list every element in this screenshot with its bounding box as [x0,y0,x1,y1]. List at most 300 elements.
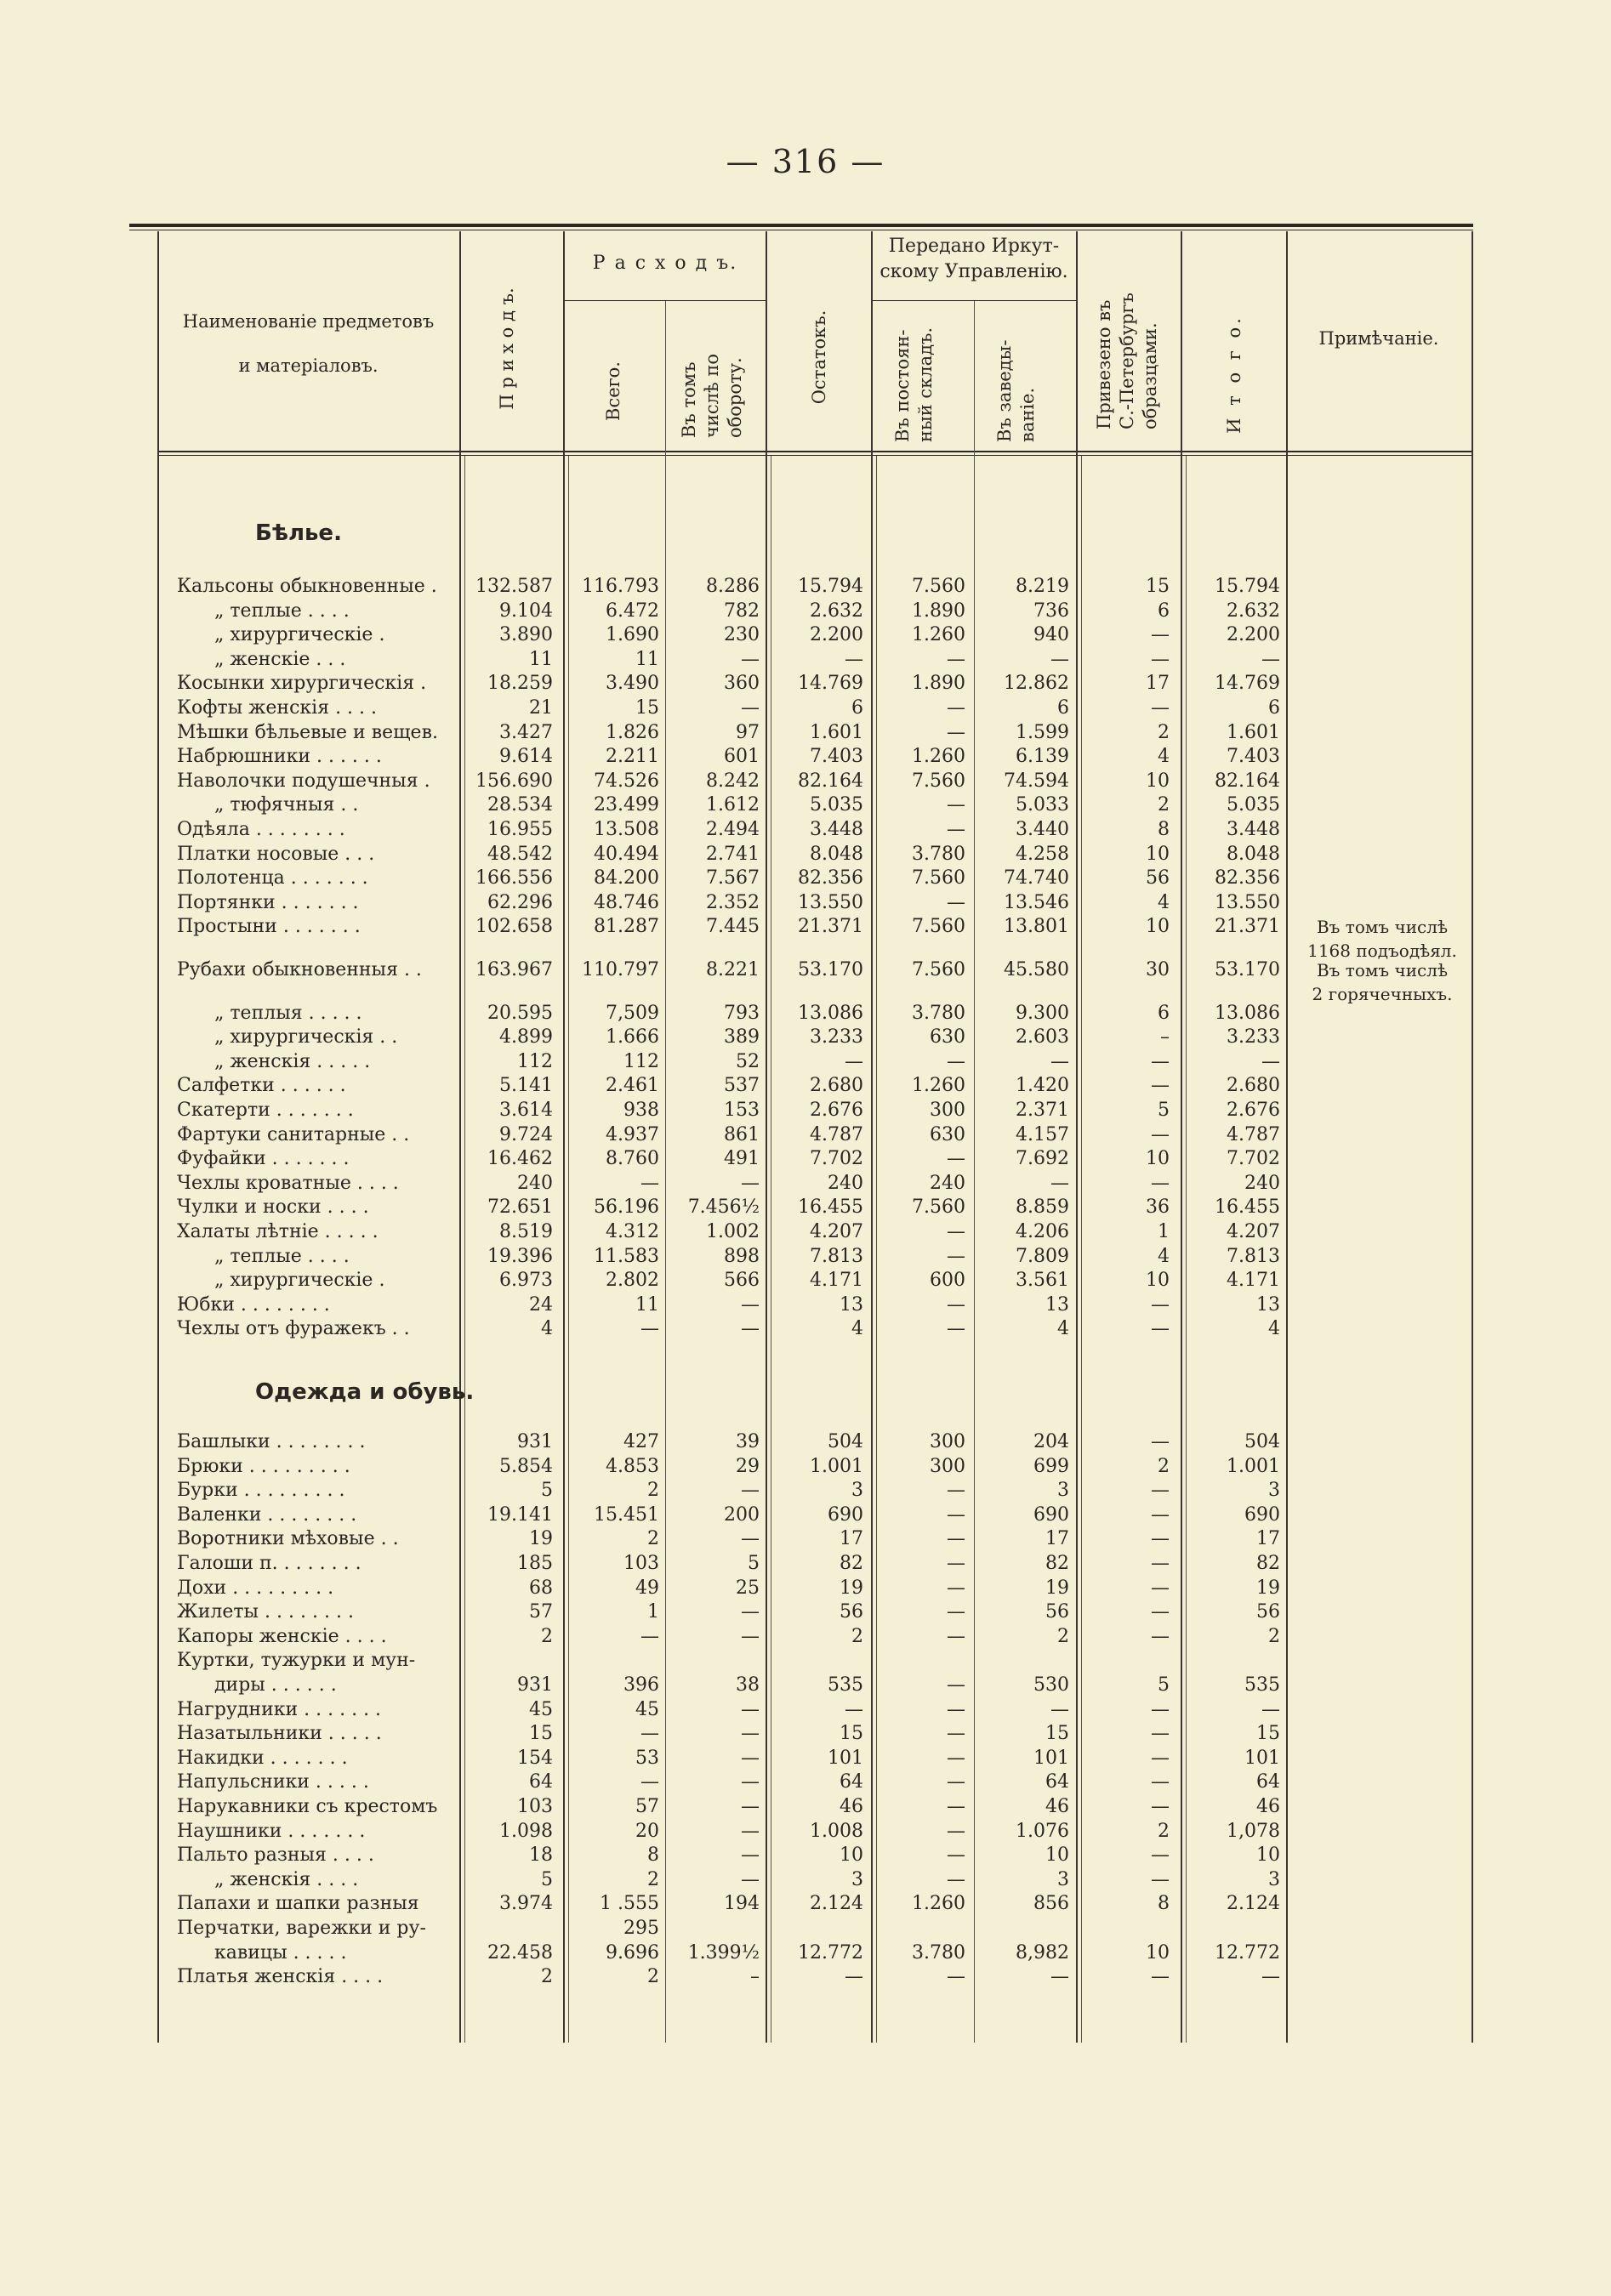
cell-zav: 6 [1057,697,1069,719]
cell-spb: — [1151,1293,1170,1316]
cell-post: 3.780 [912,843,965,865]
cell-vsego: — [640,1771,659,1793]
cell-ost: 240 [828,1172,863,1194]
cell-itogo: — [1261,1698,1280,1720]
cell-vsego: 8.760 [606,1148,659,1170]
table-row [0,1941,1611,1965]
cell-post: — [947,1698,965,1720]
cell-vsego: 13.508 [594,819,659,840]
cell-ost: 2.200 [810,624,863,646]
cell-spb: — [1151,697,1170,719]
cell-post: 240 [930,1172,965,1194]
table-row [0,1820,1611,1844]
table-row [0,1649,1611,1673]
header-ostatok: Остатокъ. [809,310,829,405]
cell-vsego: 4.937 [606,1123,659,1145]
cell-vtom: 7.567 [706,867,760,889]
cell-zav: 856 [1033,1893,1069,1915]
cell-itogo: 4 [1268,1318,1280,1340]
cell-ost: 2.680 [810,1075,863,1097]
cell-zav: 3.440 [1016,819,1069,840]
cell-prihod: 64 [529,1771,553,1793]
cell-zav: 4.206 [1016,1221,1069,1242]
cell-post: — [947,819,965,840]
cell-spb: 4 [1158,1245,1170,1267]
table-row [0,745,1611,769]
cell-itogo: 12.772 [1215,1941,1280,1964]
item-name: „ хирургическіе . [214,624,385,646]
cell-zav: 8.219 [1016,576,1069,597]
cell-post: 630 [930,1026,965,1049]
cell-prihod: 5.854 [499,1455,553,1477]
item-name: Папахи и шапки разныя [177,1893,419,1915]
page-number: — 316 — [726,143,885,180]
cell-prihod: 28.534 [487,794,553,816]
cell-prihod: 9.614 [499,746,553,768]
cell-vsego: 2 [647,1480,659,1502]
cell-zav: 2.371 [1016,1100,1069,1121]
cell-vtom: — [741,1528,760,1550]
table-row [0,1220,1611,1244]
item-name: „ женскіе . . . [214,648,346,670]
cell-vtom: 898 [724,1245,760,1267]
cell-ost: 10 [840,1844,863,1867]
cell-post: — [947,1796,965,1817]
cell-zav: 3.561 [1016,1270,1069,1292]
cell-ost: — [845,1966,863,1988]
table-row [0,600,1611,623]
cell-vsego: — [640,1723,659,1745]
cell-zav: 82 [1045,1553,1069,1574]
cell-itogo: 1.601 [1227,721,1280,743]
cell-itogo: 1,078 [1227,1820,1280,1842]
cell-post: — [947,1723,965,1745]
item-name: Одѣяла . . . . . . . . [177,819,345,840]
cell-post: — [947,1771,965,1793]
table-row [0,867,1611,890]
cell-vsego: 23.499 [594,794,659,816]
cell-spb: — [1151,1771,1170,1793]
header-privezeno: Привезено въ С.-Петербургъ образцами. [1094,293,1160,429]
table-row [0,623,1611,647]
cell-vsego: 112 [623,1050,659,1072]
cell-itogo: 56 [1256,1601,1280,1623]
cell-prihod: 240 [517,1172,553,1194]
cell-post: 3.780 [912,1002,965,1024]
cell-vsego: 1 .555 [600,1893,659,1915]
cell-ost: 3.448 [810,819,863,840]
cell-post: 7.560 [912,867,965,889]
cell-vtom: 194 [724,1893,760,1915]
cell-vtom: 97 [736,721,760,743]
cell-vsego: 8 [647,1844,659,1867]
cell-ost: 7.813 [810,1245,863,1267]
cell-spb: 10 [1146,1148,1170,1170]
cell-prihod: 16.462 [487,1148,553,1170]
cell-prihod: 24 [529,1293,553,1316]
cell-zav: 2 [1057,1625,1069,1647]
cell-prihod: 2 [541,1966,553,1988]
cell-itogo: 82.356 [1215,867,1280,889]
cell-spb: 4 [1158,891,1170,913]
table-row [0,1674,1611,1697]
cell-vsego: 3.490 [606,673,659,695]
cell-vsego: 49 [635,1577,659,1599]
cell-vtom: — [741,1723,760,1745]
cell-spb: 10 [1146,843,1170,865]
header-bottom-rule [157,451,1473,452]
cell-itogo: 690 [1244,1503,1280,1526]
cell-itogo: 13 [1256,1293,1280,1316]
cell-prihod: 48.542 [487,843,553,865]
cell-itogo: 46 [1256,1796,1280,1817]
cell-ost: 82 [840,1553,863,1574]
cell-prihod: 3.427 [499,721,553,743]
item-name: Напульсники . . . . . [177,1771,369,1793]
cell-vsego: 48.746 [594,891,659,913]
cell-vsego: 11 [635,1293,659,1316]
cell-vtom: — [741,1868,760,1890]
cell-prihod: 72.651 [487,1196,553,1219]
table-row [0,1002,1611,1026]
item-name: Воротники мѣховые . . [177,1528,399,1550]
cell-prihod: 6.973 [499,1270,553,1292]
cell-post: — [947,1844,965,1867]
cell-itogo: 19 [1256,1577,1280,1599]
item-name: „ тюфячныя . . [214,794,359,816]
cell-zav: — [1050,1050,1069,1072]
cell-post: 1.260 [912,624,965,646]
cell-post: 7.560 [912,959,965,980]
header-postoyan: Въ постоян- ный складъ. [892,327,936,442]
header-prihod: П р и х о д ъ. [497,287,517,410]
cell-zav: 12.862 [1004,673,1069,695]
cell-vsego: 1.690 [606,624,659,646]
item-name: Платья женскія . . . . [177,1966,384,1988]
cell-itogo: 21.371 [1215,916,1280,938]
cell-prihod: 4 [541,1318,553,1340]
cell-zav: 13 [1045,1293,1069,1316]
cell-post: 1.890 [912,673,965,695]
cell-post: — [947,1318,965,1340]
item-name: Полотенца . . . . . . . [177,867,368,889]
cell-zav: 940 [1033,624,1069,646]
table-row [0,1196,1611,1219]
cell-vtom: 782 [724,600,760,622]
table-row [0,1770,1611,1794]
item-name: Перчатки, варежки и ру- [177,1918,426,1939]
cell-itogo: 3 [1268,1868,1280,1890]
cell-itogo: 535 [1244,1674,1280,1696]
cell-vsego: 45 [635,1698,659,1720]
table-row [0,818,1611,842]
cell-spb: — [1151,1503,1170,1526]
cell-post: 1.260 [912,746,965,768]
cell-prihod: 11 [529,648,553,670]
cell-vtom: 39 [736,1431,760,1452]
cell-itogo: 240 [1244,1172,1280,1194]
cell-itogo: 3.448 [1227,819,1280,840]
cell-itogo: 7.813 [1227,1245,1280,1267]
cell-post: 300 [930,1455,965,1477]
item-name: „ теплые . . . . [214,1245,350,1267]
cell-vsego: 6.472 [606,600,659,622]
cell-post: 1.260 [912,1075,965,1097]
header-itogo: И т о г о. [1224,315,1244,434]
cell-zav: 690 [1033,1503,1069,1526]
cell-spb: — [1151,1075,1170,1097]
cell-itogo: 14.769 [1215,673,1280,695]
cell-vsego: 1 [647,1601,659,1623]
cell-itogo: 4.787 [1227,1123,1280,1145]
cell-ost: 1.601 [810,721,863,743]
cell-prihod: 68 [529,1577,553,1599]
table-row [0,1917,1611,1941]
cell-post: — [947,1148,965,1170]
table-row [0,1123,1611,1147]
cell-zav: 2.603 [1016,1026,1069,1049]
item-name: Капоры женскіе . . . . [177,1625,387,1647]
cell-vtom: — [741,1293,760,1316]
item-name: Нарукавники съ крестомъ [177,1796,438,1817]
cell-prihod: 8.519 [499,1221,553,1242]
cell-spb: 5 [1158,1674,1170,1696]
item-name: Юбки . . . . . . . . [177,1293,330,1316]
cell-spb: — [1151,648,1170,670]
cell-itogo: 17 [1256,1528,1280,1550]
cell-post: — [947,648,965,670]
table-row [0,958,1611,1004]
cell-zav: 74.740 [1004,867,1069,889]
cell-vtom: 1.002 [706,1221,760,1242]
item-name: Башлыки . . . . . . . . [177,1431,366,1452]
cell-spb: — [1151,1480,1170,1502]
cell-post: 7.560 [912,916,965,938]
cell-ost: 2 [851,1625,863,1647]
cell-zav: — [1050,1698,1069,1720]
cell-vsego: 20 [635,1820,659,1842]
header-peredano: Передано Иркут- скому Управленію. [880,236,1068,282]
table-row [0,1317,1611,1341]
table-row [0,1722,1611,1746]
cell-vsego: 2 [647,1868,659,1890]
cell-spb: — [1151,1172,1170,1194]
cell-post: 7.560 [912,576,965,597]
cell-itogo: — [1261,1966,1280,1988]
item-name: „ теплыя . . . . . [214,1002,362,1024]
cell-spb: — [1151,1050,1170,1072]
table-row [0,648,1611,672]
cell-prihod: 4.899 [499,1026,553,1049]
cell-spb: 2 [1158,1455,1170,1477]
cell-spb: 15 [1146,576,1170,597]
cell-vsego: — [640,1318,659,1340]
table-row [0,843,1611,867]
cell-spb: 4 [1158,746,1170,768]
cell-spb: — [1151,1601,1170,1623]
cell-prihod: 19 [529,1528,553,1550]
cell-spb: 36 [1146,1196,1170,1219]
cell-zav: 45.580 [1004,959,1069,980]
item-name: Наушники . . . . . . . [177,1820,366,1842]
cell-itogo: 15 [1256,1723,1280,1745]
cell-itogo: — [1261,648,1280,670]
item-name: Набрюшники . . . . . . [177,746,382,768]
cell-itogo: 7.702 [1227,1148,1280,1170]
table-row [0,1844,1611,1867]
cell-itogo: 2.680 [1227,1075,1280,1097]
cell-prihod: 156.690 [475,770,553,792]
cell-post: 300 [930,1100,965,1121]
cell-vtom: 2.494 [706,819,760,840]
section-title-clothing: Одежда и обувь. [255,1379,475,1405]
cell-vtom: 230 [724,624,760,646]
item-name: Скатерти . . . . . . . [177,1100,354,1121]
cell-prihod: 5 [541,1480,553,1502]
cell-post: — [947,1528,965,1550]
cell-itogo: 3.233 [1227,1026,1280,1049]
cell-post: 7.560 [912,1196,965,1219]
header-rashod: Р а с х о д ъ. [592,253,738,274]
cell-ost: 7.702 [810,1148,863,1170]
table-row [0,891,1611,915]
cell-ost: 13.550 [798,891,863,913]
cell-zav: 19 [1045,1577,1069,1599]
cell-zav: 4.157 [1016,1123,1069,1145]
item-name: „ женскія . . . . [214,1868,359,1890]
cell-vtom: 7.445 [706,916,760,938]
cell-vtom: – [750,1966,760,1988]
cell-spb: 5 [1158,1100,1170,1121]
cell-itogo: 4.207 [1227,1221,1280,1242]
cell-post: — [947,1868,965,1890]
cell-vtom: 7.456½ [687,1196,760,1219]
cell-spb: 1 [1158,1221,1170,1242]
cell-vtom: 793 [724,1002,760,1024]
cell-zav: 8.859 [1016,1196,1069,1219]
table-row [0,1099,1611,1122]
cell-vsego: 1.826 [606,721,659,743]
cell-zav: 204 [1033,1431,1069,1452]
cell-zav: 74.594 [1004,770,1069,792]
cell-spb: 56 [1146,867,1170,889]
cell-itogo: 13.550 [1215,891,1280,913]
cell-vsego: — [640,1625,659,1647]
cell-spb: 10 [1146,1270,1170,1292]
cell-vtom: 566 [724,1270,760,1292]
table-row [0,793,1611,817]
cell-spb: – [1160,1026,1170,1049]
cell-zav: 4.258 [1016,843,1069,865]
cell-post: — [947,1221,965,1242]
item-name: Куртки, тужурки и мун- [177,1650,416,1672]
cell-ost: 101 [828,1747,863,1769]
cell-vtom: 8.242 [706,770,760,792]
item-name: диры . . . . . . [214,1674,337,1696]
cell-prihod: 21 [529,697,553,719]
cell-zav: 7.809 [1016,1245,1069,1267]
cell-vsego: 15.451 [594,1503,659,1526]
cell-prihod: 166.556 [475,867,553,889]
table-row [0,1698,1611,1722]
note-text: Въ томъ числѣ [1316,917,1449,938]
cell-spb: — [1151,1966,1170,1988]
cell-zav: 10 [1045,1844,1069,1867]
item-name: Мѣшки бѣльевые и вещев. [177,721,438,743]
cell-ost: 7.403 [810,746,863,768]
cell-ost: 21.371 [798,916,863,938]
cell-vtom: — [741,1625,760,1647]
table-row [0,1625,1611,1649]
cell-prihod: 185 [517,1553,553,1574]
cell-post: 300 [930,1431,965,1452]
cell-ost: 1.001 [810,1455,863,1477]
cell-ost: 3.233 [810,1026,863,1049]
cell-spb: 10 [1146,770,1170,792]
cell-vtom: 389 [724,1026,760,1049]
cell-vtom: — [741,1820,760,1842]
cell-itogo: 53.170 [1215,959,1280,980]
cell-zav: 9.300 [1016,1002,1069,1024]
table-row [0,915,1611,962]
table-row [0,770,1611,793]
item-name: Фартуки санитарные . . [177,1123,410,1145]
cell-zav: 13.801 [1004,916,1069,938]
cell-vtom: — [741,1480,760,1502]
cell-post: — [947,721,965,743]
cell-vtom: 200 [724,1503,760,1526]
cell-prihod: 154 [517,1747,553,1769]
cell-vsego: 116.793 [582,576,659,597]
cell-vsego: 295 [623,1918,659,1939]
cell-vtom: 153 [724,1100,760,1121]
item-name: Жилеты . . . . . . . . [177,1601,354,1623]
cell-ost: 2.632 [810,600,863,622]
cell-prihod: 2 [541,1625,553,1647]
header-vtom: Въ томъ числѣ по обороту. [679,354,745,438]
cell-vtom: 360 [724,673,760,695]
item-name: Чулки и носки . . . . [177,1196,369,1219]
cell-zav: 101 [1033,1747,1069,1769]
cell-zav: 8,982 [1016,1941,1069,1964]
cell-vtom: 38 [736,1674,760,1696]
cell-post: — [947,1674,965,1696]
cell-ost: 15.794 [798,576,863,597]
cell-post: 630 [930,1123,965,1145]
cell-spb: — [1151,1844,1170,1867]
table-row [0,1892,1611,1916]
cell-ost: 6 [851,697,863,719]
cell-spb: — [1151,1723,1170,1745]
item-name: Косынки хирургическія . [177,673,427,695]
table-row [0,1172,1611,1196]
cell-vtom: — [741,1601,760,1623]
cell-zav: 46 [1045,1796,1069,1817]
cell-itogo: 2.632 [1227,600,1280,622]
cell-ost: 56 [840,1601,863,1623]
cell-zav: 699 [1033,1455,1069,1477]
cell-spb: 30 [1146,959,1170,980]
cell-vsego: 1.666 [606,1026,659,1049]
cell-vsego: 2.211 [606,746,659,768]
cell-spb: — [1151,1431,1170,1452]
cell-ost: 82.356 [798,867,863,889]
cell-post: — [947,891,965,913]
cell-vtom: — [741,697,760,719]
cell-post: — [947,1577,965,1599]
cell-zav: 6.139 [1016,746,1069,768]
cell-ost: 46 [840,1796,863,1817]
